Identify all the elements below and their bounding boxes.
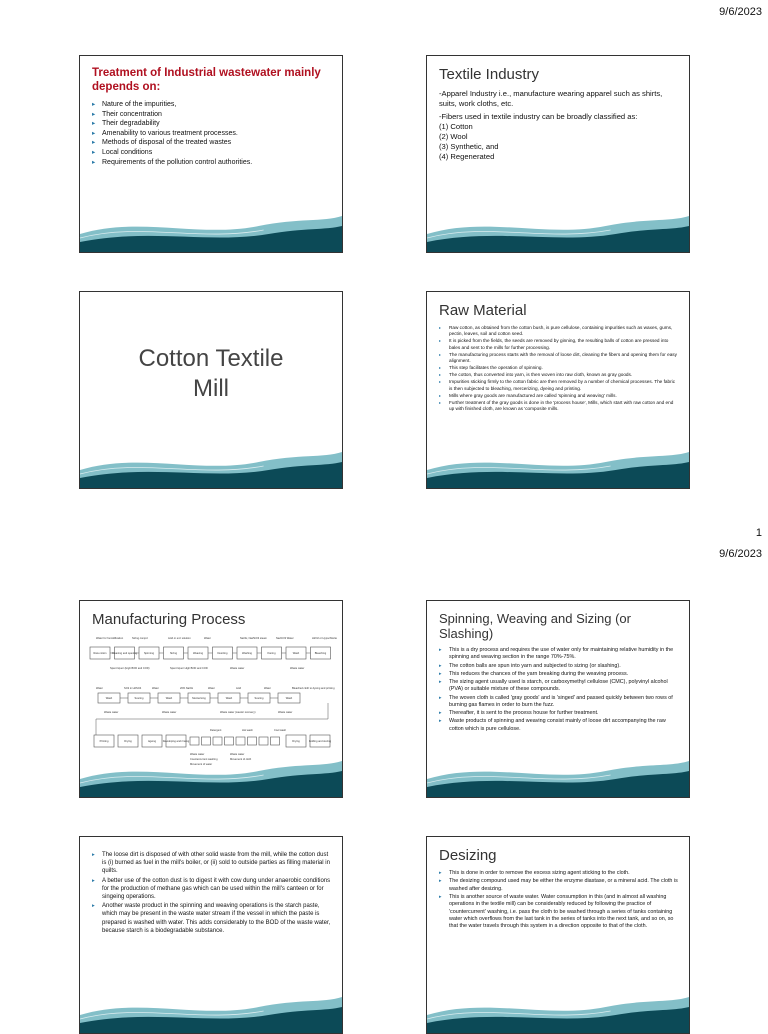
wash-tank [213,737,222,745]
process-step-label: Wash [105,697,113,700]
slide-textile-industry [426,55,690,253]
wash-tank [190,737,199,745]
bullet-item: ▸ The desizing compound used may be either the enzyme diastase, or a mineral acid. The cloth is washed after desizing. [439,878,679,893]
process-step-label: Kiering [267,652,276,655]
input-label: Detergent [210,729,222,732]
bullet-item: ▸ This reduces the chances of the yarn breaking during the weaving process. [439,671,679,678]
fiber-list-item: (1) Cotton [439,122,473,131]
bullet-item: ▸ It is picked from the fields, the seeds are removed by ginning, the resulting balls of cotton are pressed into bales and sent to the mills for further processing. [439,338,679,351]
process-step-label: Bleaching [314,652,327,655]
process-step-label: Mercerising [192,697,206,700]
slide-title: Treatment of Industrial wastewater mainly depends on: [92,67,321,93]
bullet-item: ▸ Requirements of the pollution control authorities. [92,158,332,168]
bullet-item: ▸ Methods of disposal of the treated wastes [92,138,332,148]
waste-note: Waste water [230,753,245,756]
process-step-label: Wash [285,697,293,700]
slide-title: Manufacturing Process [92,611,246,628]
wash-tank [202,737,211,745]
page-date-top: 9/6/2023 [719,6,762,18]
wash-tank [271,737,280,745]
process-step-label: Souring [134,697,144,700]
bullet-item: ▸ Another waste product in the spinning and weaving operations is the starch paste, which may be present in the waste water stream if the vessel in which the paste is prepared is washed with water. This adds considerably to the BOD of the waste water, because starch is a biodegradable substance. [92,902,332,935]
process-step-label: Raw cotton [93,652,107,655]
classification-paragraph: -Fibers used in textile industry can be broadly classified as: [439,112,638,121]
input-label: SO2 in H2SO4 [124,687,142,690]
bullet-item: ▸ Nature of the impurities, [92,100,332,110]
bullet-item: ▸ Thereafter, it is sent to the process house for further treatment. [439,710,679,717]
input-label: Acid or enz solution [168,637,191,640]
bullet-item: ▸ The sizing agent usually used is starch, or carboxymethyl cellulose (CMC), polyvinyl alcohol (PVA) or suitable mixture of these compounds. [439,679,679,694]
slide-loose-dirt-disposal [79,836,343,1034]
input-label: H2O2 or Hypochlorite [312,637,337,640]
bullet-item: ▸ The loose dirt is disposed of with other solid waste from the mill, while the cotton dust is (i) burned as fuel in the mill's boiler, or (ii) sold to outside parties as filling material in quilts. [92,851,332,876]
process-step-label: Spinning [143,652,155,655]
input-label: Acid [236,687,242,690]
process-step-label: Ageing [147,740,157,743]
input-label: Sizing compd [132,637,148,640]
fiber-list-item: (2) Wool [439,132,468,141]
bullet-list [439,647,679,733]
bullet-list [92,851,332,935]
input-label: Hot wash [242,729,253,732]
waste-note: Waste water (caustic recovery) [220,711,256,714]
slide-cotton-textile-mill [79,291,343,489]
process-step-label: Wash [165,697,173,700]
input-label: 20% NaOH [180,687,194,690]
process-step-label: Drying [124,740,132,743]
slide-treatment [79,55,343,253]
waste-note: Waste water [190,753,205,756]
bullet-item: ▸ Waste products of spinning and weaving consist mainly of loose dirt accompanying the raw cotton which is pure cellulose. [439,718,679,733]
waste-note: Waste water [290,667,305,670]
waste-note: Spent liquor High BOD and COD [170,667,208,670]
waste-note: Waste water [230,667,245,670]
slide-title: Spinning, Weaving and Sizing (or Slashing) [439,611,631,641]
wash-tank [248,737,257,745]
waste-note: Waste water [278,711,293,714]
bullet-item: ▸ This is a dry process and requires the use of water only for maintaining relative humidity in the spinning and weaving section in the range 70%-75%. [439,647,679,662]
bullet-item: ▸ A better use of the cotton dust is to digest it with cow dung under anaerobic conditions for the production of methane gas which can be used within the mill's canteen or for singeing operations. [92,877,332,902]
bullet-item: ▸ Mills where gray goods are manufactured are called 'spinning and weaving' mills. [439,393,679,399]
bullet-item: ▸ Raw cotton, as obtained from the cotton bush, is pure cellulose, containing impurities such as waxes, gums, pectin, leaves, soil and cotton seed. [439,325,679,338]
slide-title: Textile Industry [439,66,540,83]
bullet-item: ▸ Impurities sticking firmly to the cotton fabric are then removed by a number of chemical processes. The fabric is then subjected to bleaching, mercerizing, dyeing and printing. [439,379,679,392]
slide-title: Desizing [439,847,497,864]
bullet-item: ▸ The woven cloth is called 'gray goods' and is 'singed' and passed quickly between two rows of burning gas flames in order to burn the fuzz. [439,695,679,710]
input-label: Cool wash [274,729,287,732]
big-title-line-2: Mill [193,375,229,402]
slide-desizing [426,836,690,1034]
slide-spinning-weaving-sizing [426,600,690,798]
bullet-list [92,100,332,167]
bullet-item: ▸ The cotton balls are spun into yarn and subjected to sizing (or slashing). [439,663,679,670]
input-label: Na2CO3 Water [276,637,294,640]
waste-note: Waste water [104,711,119,714]
process-step-label: Washing [242,652,252,655]
page-number: 1 [755,527,762,539]
bullet-item: ▸ The manufacturing process starts with the removal of loose dirt, cleaning the fibers and opening them for easy alignment. [439,352,679,365]
input-label: Water [96,687,103,690]
fiber-list [439,122,679,162]
big-title-line-1: Cotton Textile [138,345,284,372]
process-step-label: Sizing [169,652,178,655]
slide-raw-material [426,291,690,489]
process-step-label: Weaving [192,652,204,655]
input-label: Water [264,687,271,690]
process-step-label: Folding and storing [308,740,332,743]
bullet-list [439,325,679,412]
input-label: Water [208,687,215,690]
process-step-label: Souring [254,697,264,700]
wash-tank [259,737,268,745]
waste-note: Movement of cloth [230,758,252,761]
wash-tank [236,737,245,745]
process-step-label: Cleaning and opening [111,652,138,655]
waste-note: Countercurrent washing [190,758,218,761]
process-step-label: Desizing [217,652,228,655]
bullet-item: ▸ This is another source of waste water. Water consumption in this (and in almost all washing operations in the textile mill) can be considerably reduced by following the practice of 'countercurrent' washing, i.e. pass the cloth to be washed through a series of tanks containing water which overflows from the last tank in the series of tanks into the next tank, and so on, so that the water travels through this system in a direction opposite to that of the cloth. [439,894,679,931]
bullet-list [439,870,679,931]
process-step-label: Drying [292,740,300,743]
slide-manufacturing-process [79,600,343,798]
process-step-label: Printing [99,740,109,743]
input-label: Water [204,637,211,640]
bullet-item: ▸ Amenability to various treatment processes. [92,129,332,139]
bullet-item: ▸ Further treatment of the gray goods is done in the 'process house', Mills, which start with raw cotton and end up with finished cloth, are known as 'composite mills. [439,400,679,413]
input-label: Water for humidification [96,637,124,640]
input-label: NaOH, Na2SiO3 steam [240,637,267,640]
fiber-list-item: (3) Synthetic, and [439,142,499,151]
wash-tank [225,737,234,745]
input-label: Water [152,687,159,690]
input-label: Bleached cloth to dyeing and printing [292,687,335,690]
waste-note: Waste water [162,711,177,714]
process-step-label: Wash [225,697,233,700]
page-date-bottom: 9/6/2023 [719,548,762,560]
bullet-item: ▸ This is done in order to remove the excess sizing agent sticking to the cloth. [439,870,679,877]
fiber-list-item: (4) Regenerated [439,152,495,161]
process-step-label: Developing and rinsing [162,740,190,743]
process-step-label: Wash [292,652,300,655]
intro-paragraph: -Apparel Industry i.e., manufacture wearing apparel such as shirts, suits, work cloths, etc. [439,89,663,108]
bullet-item: ▸ The cotton, thus converted into yarn, is then woven into raw cloth, known as gray goods. [439,372,679,378]
bullet-item: ▸ This step facilitates the operation of spinning. [439,365,679,371]
bullet-item: ▸ Their degradability [92,119,332,129]
slide-big-title [80,344,342,404]
bullet-item: ▸ Local conditions [92,148,332,158]
waste-note: Movement of water [190,763,213,766]
slide-title: Raw Material [439,302,527,319]
waste-note: Spent liquor (High BOD and COD) [110,667,150,670]
bullet-item: ▸ Their concentration [92,110,332,120]
